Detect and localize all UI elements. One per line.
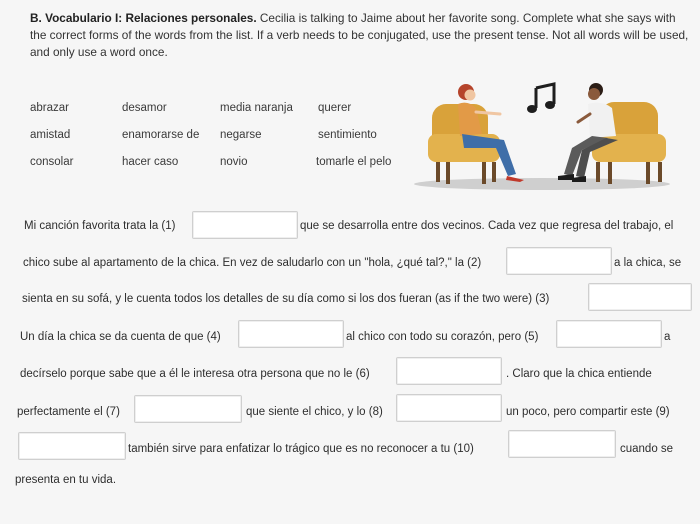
- passage-text: perfectamente el (7): [17, 406, 120, 418]
- passage-text: que siente el chico, y lo (8): [246, 406, 383, 418]
- blank-6-input[interactable]: [397, 358, 501, 384]
- blank-3-input[interactable]: [589, 284, 691, 310]
- blank-7-input[interactable]: [135, 396, 241, 422]
- blank-9-input[interactable]: [19, 433, 125, 459]
- passage-text: presenta en tu vida.: [15, 474, 117, 486]
- blank-9[interactable]: [18, 432, 126, 460]
- passage-text: chico sube al apartamento de la chica. En vez de saludarlo con un "hola, ¿qué tal?," la (2): [23, 257, 482, 269]
- blank-2-input[interactable]: [507, 248, 611, 274]
- blank-6[interactable]: [396, 357, 502, 385]
- word-bank-item: tomarle el pelo: [316, 156, 392, 168]
- word-bank-item: abrazar: [30, 102, 69, 114]
- word-bank-item: amistad: [30, 129, 71, 141]
- blank-4[interactable]: [238, 320, 344, 348]
- blank-4-input[interactable]: [239, 321, 343, 347]
- passage-text: a la chica, se: [614, 257, 682, 269]
- blank-8[interactable]: [396, 394, 502, 422]
- word-bank-item: media naranja: [220, 102, 293, 114]
- passage-text: sienta en su sofá, y le cuenta todos los detalles de su día como si los dos fueran (as if the two were) (3): [22, 293, 550, 305]
- word-bank-item: consolar: [30, 156, 74, 168]
- blank-10[interactable]: [508, 430, 616, 458]
- blank-5-input[interactable]: [557, 321, 661, 347]
- word-bank-item: enamorarse de: [122, 129, 200, 141]
- word-bank-item: novio: [220, 156, 248, 168]
- passage-text: Mi canción favorita trata la (1): [24, 220, 176, 232]
- passage-text: Un día la chica se da cuenta de que (4): [20, 331, 221, 343]
- blank-1-input[interactable]: [193, 212, 297, 238]
- blank-3[interactable]: [588, 283, 692, 311]
- blank-5[interactable]: [556, 320, 662, 348]
- couple-conversation-illustration: [412, 78, 676, 194]
- blank-7[interactable]: [134, 395, 242, 423]
- word-bank-item: querer: [318, 102, 352, 114]
- blank-10-input[interactable]: [509, 431, 615, 457]
- passage-text: a: [664, 331, 671, 343]
- passage-text: un poco, pero compartir este (9): [506, 406, 670, 418]
- word-bank-item: sentimiento: [318, 129, 377, 141]
- instructions-text: Cecilia is talking to Jaime about her favorite song. Complete what she says with the correct forms of the words from the list. If a verb needs to be conjugated, use the present tense. Not all words will be used, and only use a word once.: [30, 11, 689, 59]
- instructions: [30, 10, 692, 61]
- music-note-icon: [527, 84, 555, 113]
- floor-shadow: [414, 178, 670, 190]
- blank-1[interactable]: [192, 211, 298, 239]
- blank-8-input[interactable]: [397, 395, 501, 421]
- passage-text: . Claro que la chica entiende: [506, 368, 652, 380]
- word-bank-item: negarse: [220, 129, 262, 141]
- woman-figure: [458, 84, 524, 182]
- section-heading: B. Vocabulario I: Relaciones personales.: [30, 11, 257, 25]
- passage-text: al chico con todo su corazón, pero (5): [346, 331, 539, 343]
- passage-text: cuando se: [620, 443, 674, 455]
- blank-2[interactable]: [506, 247, 612, 275]
- word-bank-item: hacer caso: [122, 156, 179, 168]
- passage-text: que se desarrolla entre dos vecinos. Cada vez que regresa del trabajo, el: [300, 220, 674, 232]
- passage-text: también sirve para enfatizar lo trágico que es no reconocer a tu (10): [128, 443, 474, 455]
- word-bank-item: desamor: [122, 102, 167, 114]
- passage-text: decírselo porque sabe que a él le interesa otra persona que no le (6): [20, 368, 370, 380]
